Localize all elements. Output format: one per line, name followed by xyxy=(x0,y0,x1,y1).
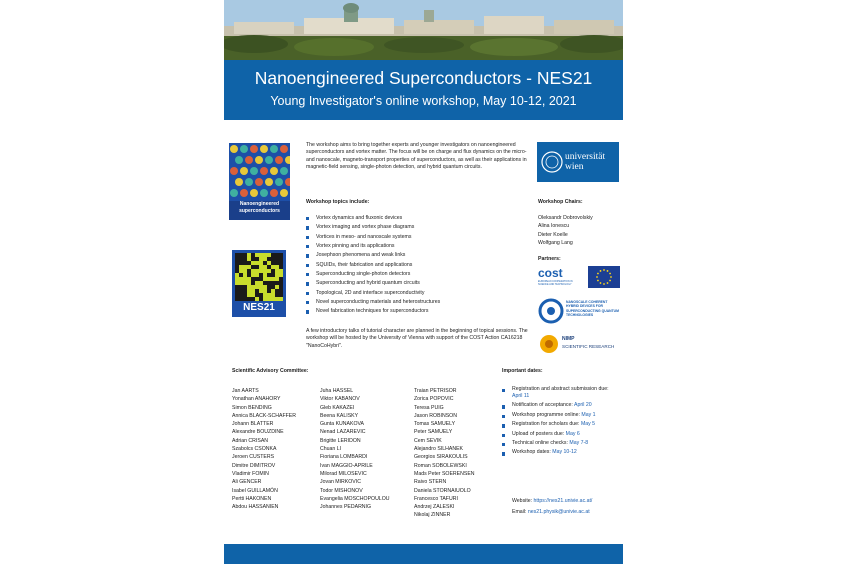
qr-module xyxy=(279,285,283,289)
website-label: Website: xyxy=(512,498,533,504)
committee-member: Gunta KUNAKOVA xyxy=(320,421,365,428)
qr-module xyxy=(267,289,271,293)
committee-member: Jovan MIRKOVIC xyxy=(320,479,361,486)
vortex-dot xyxy=(240,167,248,175)
vortex-dot xyxy=(280,189,288,197)
topic-item: SQUIDs, their fabrication and applications xyxy=(306,261,528,270)
qr-module xyxy=(235,289,239,293)
qr-module xyxy=(279,257,283,261)
cost-logo-subtext: EUROPEAN COOPERATION IN SCIENCE AND TECHNOLOGY xyxy=(538,280,573,286)
chairs-list xyxy=(538,214,593,247)
qr-module xyxy=(279,277,283,281)
qr-module xyxy=(251,257,255,261)
committee-member: Jeroen CUSTERS xyxy=(232,454,275,461)
qr-module xyxy=(247,273,251,277)
chair-name: Alina Ionescu xyxy=(538,223,570,230)
topic-item: Superconducting and hybrid quantum circuits xyxy=(306,279,528,288)
date-value: May 1 xyxy=(581,411,596,418)
eu-star xyxy=(597,280,599,282)
qr-module xyxy=(275,253,279,257)
qr-code-icon xyxy=(235,253,283,301)
committee-member: Zorica POPOVIC xyxy=(414,396,454,403)
vortex-dot xyxy=(250,145,258,153)
footer-bar xyxy=(224,544,623,564)
poster xyxy=(224,0,623,564)
date-label: Registration and abstract submission due: xyxy=(512,386,609,392)
committee-member: Juha HASSEL xyxy=(320,388,354,394)
eu-star xyxy=(596,276,598,278)
committee-member: Adrian CRISAN xyxy=(232,437,269,444)
committee-member: Johann BLATTER xyxy=(232,421,274,428)
qr-module xyxy=(235,257,239,261)
dates-heading: Important dates: xyxy=(502,368,543,374)
committee-member: Viktor KABANOV xyxy=(320,396,360,403)
nimp-title: NIMP xyxy=(562,336,575,342)
vortex-dot xyxy=(230,189,238,197)
qr-module xyxy=(239,257,243,261)
vortex-dot xyxy=(280,167,288,175)
date-item xyxy=(502,421,620,428)
committee-member: Nenad LAZAREVIC xyxy=(320,429,366,436)
qr-module xyxy=(247,261,251,265)
qr-module xyxy=(275,293,279,297)
eu-star xyxy=(597,273,599,275)
date-item xyxy=(502,412,620,419)
qr-module xyxy=(235,269,239,273)
committee-member: Fioriana LOMBARDI xyxy=(320,454,368,461)
qr-module xyxy=(247,297,251,301)
date-value: April 20 xyxy=(574,402,592,409)
qr-module xyxy=(235,261,239,265)
date-value: May 10-12 xyxy=(552,449,577,456)
committee-member: Francesco TAFURI xyxy=(414,495,458,502)
committee-member: Alexandre BOUZDINE xyxy=(232,429,284,436)
qr-module xyxy=(259,297,263,301)
committee-member: Mads Peter SOERENSEN xyxy=(414,470,475,477)
nanocohybri-text: NANOSCALE COHERENT HYBRID DEVICES FOR SUPERCONDUCTING QUANTUM TECHNOLOGIES xyxy=(566,300,619,318)
nimp-logo xyxy=(538,334,620,356)
vortex-dot xyxy=(255,178,263,186)
committee-member: Peter SAMUELY xyxy=(414,429,453,436)
topic-item: Vortex imaging and vortex phase diagrams xyxy=(306,223,528,232)
closing-paragraph: A few introductory talks of tutorial character are planned in the beginning of topical sessions. The workshop will be hosted by the University of Vienna with support of the COST Action CA16218 "NanoCoHybri". xyxy=(306,328,528,349)
dates-list xyxy=(502,386,620,459)
committee-heading: Scientific Advisory Committee: xyxy=(232,368,309,374)
university-seal-icon xyxy=(541,151,563,173)
title-banner xyxy=(224,60,623,120)
qr-module xyxy=(275,261,279,265)
date-label: Notification of acceptance: xyxy=(512,402,573,409)
qr-badge-label: NES21 xyxy=(243,302,275,313)
topic-item: Vortices in meso- and nanoscale systems xyxy=(306,233,528,242)
committee-member: Simon BENDING xyxy=(232,404,272,411)
logo-tile-line2: superconductors xyxy=(239,208,280,214)
committee-member: Yonathan ANAHORY xyxy=(232,396,281,403)
date-label: Registration for scholars due: xyxy=(512,421,580,428)
qr-module xyxy=(279,261,283,265)
vortex-dot xyxy=(260,189,268,197)
date-value: May 7-8 xyxy=(569,439,589,446)
logo-tile-line1: Nanoengineered xyxy=(239,201,280,207)
committee-member: Jan AARTS xyxy=(232,388,259,394)
qr-module xyxy=(275,257,279,261)
qr-module xyxy=(271,253,275,257)
qr-module xyxy=(263,281,267,285)
qr-module xyxy=(279,289,283,293)
eu-flag-icon xyxy=(588,266,620,288)
date-item xyxy=(502,440,620,447)
qr-module xyxy=(251,253,255,257)
qr-module xyxy=(271,269,275,273)
date-label: Technical online checks: xyxy=(512,439,568,446)
date-item xyxy=(502,386,620,400)
topic-item: Novel superconducting materials and heterostructures xyxy=(306,298,528,307)
eu-star xyxy=(609,280,611,282)
qr-module xyxy=(243,261,247,265)
vortex-dot xyxy=(270,167,278,175)
chair-name: Oleksandr Dobrovolskiy xyxy=(538,215,593,221)
qr-module xyxy=(239,297,243,301)
committee-member: Alejandro SILHANEK xyxy=(414,446,464,453)
committee-member: Traian PETRISOR xyxy=(414,388,457,394)
qr-module xyxy=(267,265,271,269)
committee-member: Szabolcs CSONKA xyxy=(232,446,277,453)
committee-member: Johannes PEDARNIG xyxy=(320,504,372,511)
eu-star xyxy=(607,282,609,284)
qr-module xyxy=(255,289,259,293)
qr-module xyxy=(243,297,247,301)
nanocohybri-icon xyxy=(538,298,564,324)
qr-module xyxy=(239,261,243,265)
qr-module xyxy=(279,281,283,285)
qr-module xyxy=(255,257,259,261)
qr-module xyxy=(243,293,247,297)
email-line xyxy=(512,509,590,516)
eu-star xyxy=(600,282,602,284)
intro-paragraph: The workshop aims to bring together experts and younger investigators on nanoengineered superconductors and vortex matter. The focus will be on charge and flux dynamics on the micro- and nanoscale, magneto-transport properties of superconductors, as well as their applications in magnetic-field sensing, single-photon detection, and hybrid quantum circuits. xyxy=(306,142,527,171)
date-item xyxy=(502,449,620,456)
committee-member: Andrzej ZALESKI xyxy=(414,504,455,511)
partners-heading: Partners: xyxy=(538,256,561,262)
qr-module xyxy=(275,281,279,285)
qr-module xyxy=(243,253,247,257)
committee-member: Brigitte LERIDON xyxy=(320,437,361,444)
email-label: Email: xyxy=(512,509,527,515)
qr-module xyxy=(271,273,275,277)
qr-module xyxy=(235,293,239,297)
committee-column-3 xyxy=(414,387,475,520)
qr-module xyxy=(271,285,275,289)
qr-module xyxy=(235,253,239,257)
vortex-dot xyxy=(245,178,253,186)
committee-member: Todor MISHONOV xyxy=(320,487,363,494)
vortex-dot xyxy=(235,156,243,164)
topics-list xyxy=(306,214,528,317)
qr-module xyxy=(271,257,275,261)
city-skyline-image xyxy=(224,0,623,60)
committee-member: Evangelia MOSCHOPOULOU xyxy=(320,495,390,502)
committee-member: Daniela STORNAIUOLO xyxy=(414,487,471,494)
committee-member: Annica BLACK-SCHAFFER xyxy=(232,412,296,419)
cost-logo xyxy=(538,266,620,288)
committee-member: Isabel GUILLAMÓN xyxy=(232,487,278,494)
nanocohybri-logo xyxy=(538,298,620,328)
topic-item: Vortex pinning and its applications xyxy=(306,242,528,251)
vortex-dot xyxy=(265,156,273,164)
vortex-dot xyxy=(270,189,278,197)
qr-module xyxy=(267,281,271,285)
committee-member: Teresa PUIG xyxy=(414,404,444,411)
vortex-dot xyxy=(230,145,238,153)
qr-module xyxy=(251,277,255,281)
qr-module xyxy=(235,285,239,289)
poster-subtitle: Young Investigator's online workshop, May 10-12, 2021 xyxy=(270,94,577,108)
chairs-heading: Workshop Chairs: xyxy=(538,199,583,205)
committee-member: Abdou HASSANIEN xyxy=(232,504,279,511)
committee-member: Milorad MILOSEVIC xyxy=(320,470,367,477)
topic-item: Novel fabrication techniques for superconductors xyxy=(306,307,528,316)
committee-member: Nikolaj ZINNER xyxy=(414,512,451,519)
vortex-dot xyxy=(250,189,258,197)
date-value: May 6 xyxy=(565,430,580,437)
qr-module xyxy=(235,265,239,269)
qr-module xyxy=(279,253,283,257)
committee-member: Pertti HAKONEN xyxy=(232,495,272,502)
committee-member: Georgios SIRAKOULIS xyxy=(414,454,468,461)
vortex-dot xyxy=(275,156,283,164)
topics-heading: Workshop topics include: xyxy=(306,199,370,205)
website-link[interactable]: https://nes21.univie.ac.at/ xyxy=(533,498,593,504)
committee-column-2 xyxy=(320,387,389,511)
committee-column-1 xyxy=(232,387,296,511)
qr-module xyxy=(243,289,247,293)
committee-member: Gleb KAKAZEI xyxy=(320,404,355,411)
topic-item: Topological, 2D and interface superconductivity xyxy=(306,289,528,298)
vortex-dot xyxy=(240,189,248,197)
qr-module xyxy=(251,297,255,301)
qr-module xyxy=(259,273,263,277)
date-value: May 5 xyxy=(580,421,596,428)
vortex-dot xyxy=(275,178,283,186)
committee-member: Jason ROBINSON xyxy=(414,412,457,419)
vortex-dot xyxy=(260,145,268,153)
committee-member: Tomas SAMUELY xyxy=(414,421,456,428)
qr-module xyxy=(279,293,283,297)
eu-star xyxy=(600,270,602,272)
eu-star xyxy=(603,283,605,285)
qr-module xyxy=(243,285,247,289)
qr-module xyxy=(239,285,243,289)
vortex-dot xyxy=(245,156,253,164)
qr-badge xyxy=(232,250,286,317)
qr-module xyxy=(259,277,263,281)
vortex-dot xyxy=(270,145,278,153)
qr-module xyxy=(271,261,275,265)
committee-member: Beena KALISKY xyxy=(320,412,359,419)
topic-item: Josephson phenomena and weak links xyxy=(306,251,528,260)
topic-item: Superconducting single-photon detectors xyxy=(306,270,528,279)
vortex-dot xyxy=(230,167,238,175)
qr-module xyxy=(259,293,263,297)
topic-item: Vortex dynamics and fluxonic devices xyxy=(306,214,528,223)
committee-member: Roman SOBOLEWSKI xyxy=(414,462,467,469)
website-line xyxy=(512,498,592,505)
vortex-dot xyxy=(250,167,258,175)
eu-star xyxy=(607,270,609,272)
qr-module xyxy=(239,273,243,277)
qr-module xyxy=(251,265,255,269)
qr-module xyxy=(239,289,243,293)
university-logo xyxy=(537,142,619,182)
chair-name: Dieter Koelle xyxy=(538,231,568,238)
qr-module xyxy=(255,293,259,297)
qr-module xyxy=(267,285,271,289)
qr-module xyxy=(267,273,271,277)
date-label: Workshop programme online: xyxy=(512,411,580,418)
date-item xyxy=(502,402,620,409)
nimp-icon xyxy=(538,334,560,354)
vortex-logo-tile xyxy=(229,143,290,220)
cost-logo-text: cost xyxy=(538,266,563,280)
qr-module xyxy=(279,265,283,269)
qr-module xyxy=(267,257,271,261)
qr-module xyxy=(235,297,239,301)
vortex-lattice-icon xyxy=(229,143,290,201)
committee-member: Vladimir FOMIN xyxy=(232,470,269,477)
qr-module xyxy=(247,269,251,273)
university-logo-line2: wien xyxy=(565,162,584,172)
vortex-dot xyxy=(280,145,288,153)
vortex-dot xyxy=(235,178,243,186)
chair-name: Wolfgang Lang xyxy=(538,239,573,246)
committee-member: Raivo STERN xyxy=(414,479,447,486)
qr-module xyxy=(255,265,259,269)
vortex-dot xyxy=(240,145,248,153)
eu-star xyxy=(609,273,611,275)
qr-module xyxy=(263,261,267,265)
qr-module xyxy=(239,253,243,257)
date-value: April 11 xyxy=(512,393,530,400)
qr-module xyxy=(275,289,279,293)
committee-member: Ivan MAGGIO-APRILE xyxy=(320,462,373,469)
poster-title: Nanoengineered Superconductors - NES21 xyxy=(254,68,593,88)
university-logo-line1: universität xyxy=(565,152,606,162)
nimp-subtitle: SCIENTIFIC RESEARCH xyxy=(562,344,615,349)
eu-star xyxy=(610,276,612,278)
date-label: Workshop dates: xyxy=(512,449,551,456)
date-label: Upload of posters due: xyxy=(512,430,565,437)
vortex-dot xyxy=(255,156,263,164)
qr-module xyxy=(271,281,275,285)
committee-member: Chuan LI xyxy=(320,446,342,453)
qr-module xyxy=(239,293,243,297)
committee-member: Ali GENCER xyxy=(232,479,262,486)
header-photo xyxy=(224,0,623,60)
vortex-dot xyxy=(260,167,268,175)
qr-module xyxy=(243,257,247,261)
committee-member: Dimitre DIMITROV xyxy=(232,462,276,469)
vortex-dot xyxy=(265,178,273,186)
qr-module xyxy=(251,281,255,285)
committee-member: Cem SEVIK xyxy=(414,437,442,444)
qr-module xyxy=(255,277,259,281)
email-link[interactable]: nes21.physik@univie.ac.at xyxy=(527,509,590,515)
eu-star xyxy=(603,269,605,271)
date-item xyxy=(502,431,620,438)
